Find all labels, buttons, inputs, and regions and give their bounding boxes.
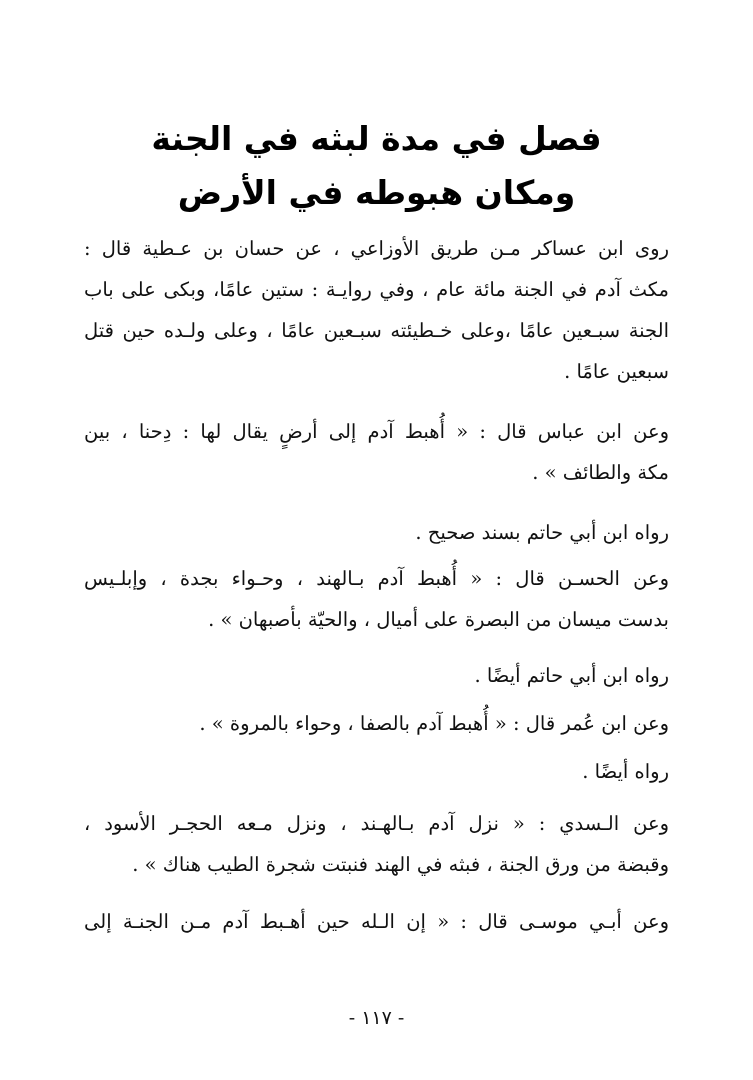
text-line: مكث آدم في الجنة مائة عام ، وفي روايـة : ستين عامًا، وبكى على باب <box>84 278 669 301</box>
text-line: وقبضة من ورق الجنة ، فبثه في الهند فنبتت شجرة الطيب هناك » . <box>132 853 669 876</box>
paragraph-narration-note <box>84 751 669 792</box>
text-line: الجنة سبـعين عامًا ،وعلى خـطيئته سبـعين عامًا ، وعلى ولـده حين قتل <box>84 319 669 342</box>
paragraph-ibn-abbas <box>84 411 669 493</box>
text-line: مكة والطائف » . <box>532 461 669 484</box>
text-line: وعن أبـي موسـى قال : « إن الـله حين أهـبط آدم مـن الجنـة إلى <box>84 910 669 933</box>
text-line: رواه أيضًا . <box>582 760 669 783</box>
paragraph-narration-note <box>84 655 669 696</box>
chapter-title-line-1: فصل في مدة لبثه في الجنة <box>151 119 602 158</box>
paragraph-abu-musa <box>84 901 669 942</box>
text-line: بدست ميسان من البصرة على أميال ، والحيّة بأصبهان » . <box>208 608 669 631</box>
text-line: وعن الـسدي : « نزل آدم بـالهـند ، ونزل مـعه الحجـر الأسود ، <box>84 812 669 835</box>
paragraph-al-suddi <box>84 803 669 885</box>
text-line: وعن الحسـن قال : « أُهبط آدم بـالهند ، وحـواء بجدة ، وإبلـيس <box>84 567 669 590</box>
text-line: وعن ابن عباس قال : « أُهبط آدم إلى أرضٍ يقال لها : دِحنا ، بين <box>84 420 669 443</box>
text-line: وعن ابن عُمر قال : « أُهبط آدم بالصفا ، وحواء بالمروة » . <box>199 712 669 735</box>
text-line: روى ابن عساكر مـن طريق الأوزاعي ، عن حسان بن عـطية قال : <box>84 237 669 260</box>
paragraph-ibn-asakir <box>84 228 669 392</box>
text-line: سبعين عامًا . <box>564 360 669 383</box>
chapter-title-line-2: ومكان هبوطه في الأرض <box>177 173 576 212</box>
text-line: رواه ابن أبي حاتم أيضًا . <box>474 664 669 687</box>
paragraph-al-hasan <box>84 558 669 640</box>
page-number: - ١١٧ - <box>348 1007 405 1029</box>
text-line: رواه ابن أبي حاتم بسند صحيح . <box>415 521 669 544</box>
paragraph-ibn-umar <box>84 703 669 744</box>
paragraph-narration-note <box>84 512 669 553</box>
